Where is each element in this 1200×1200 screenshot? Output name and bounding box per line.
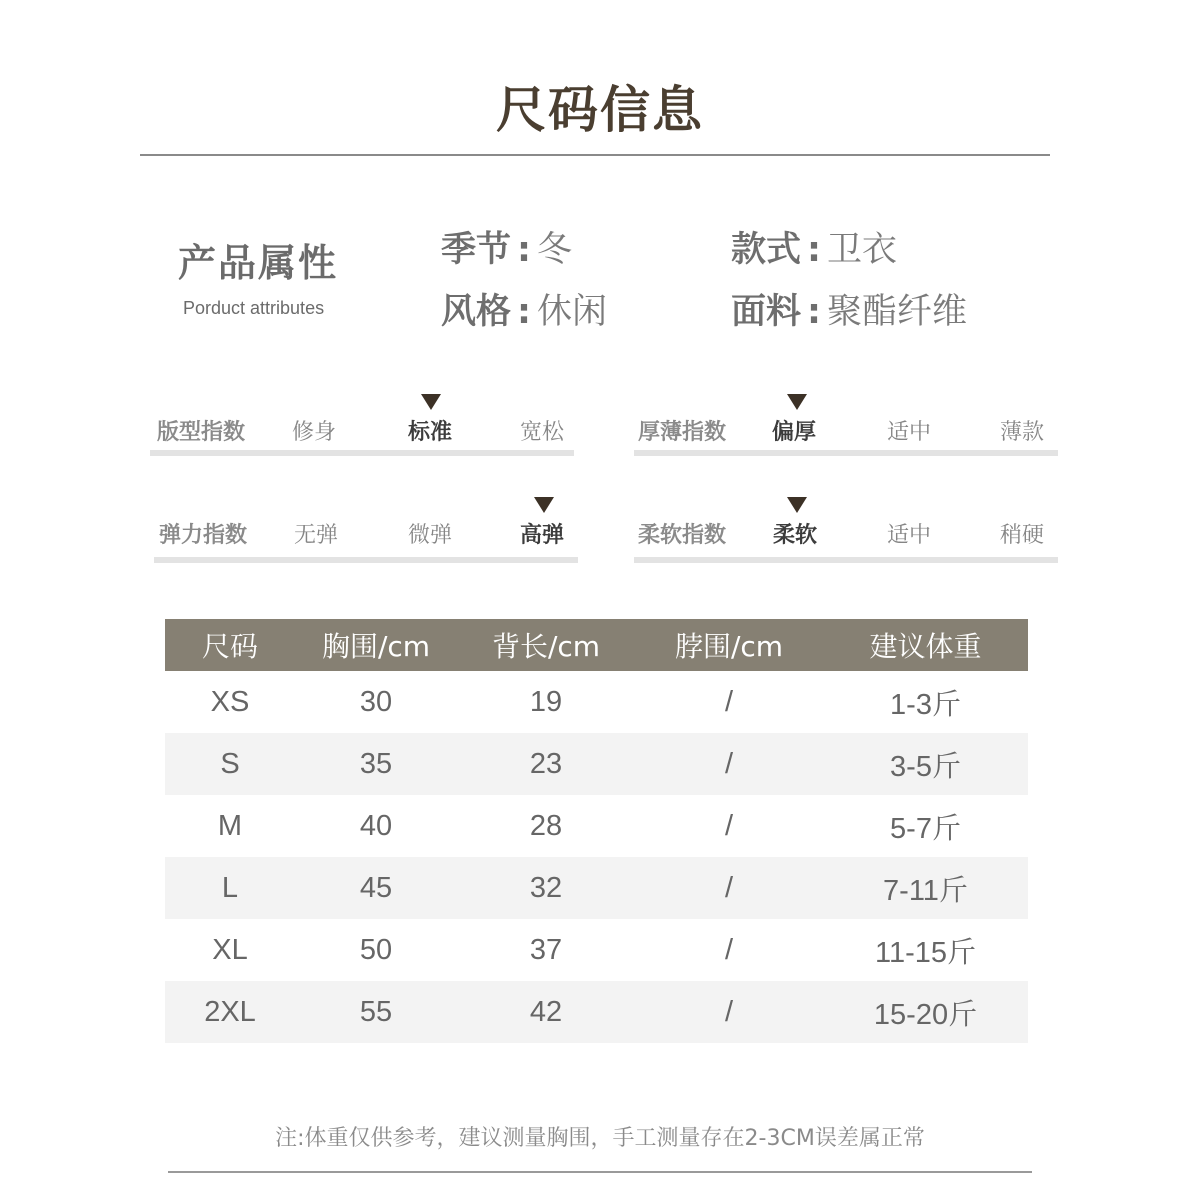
table-cell: XL [212,933,248,966]
table-cell: M [217,809,243,842]
attribute-key: 面料 [731,292,802,332]
table-cell: S [165,733,295,795]
attribute-key: 季节 [441,230,512,270]
attribute-value: 冬 [537,230,573,270]
table-cell: 11-15斤 [874,936,977,969]
scale-fit-bar [150,450,574,456]
scale-thickness-option: 适中 [887,420,932,445]
table-cell: 32 [457,857,635,919]
attribute-separator: : [517,230,532,270]
attribute-key: 风格 [441,292,512,332]
column-header-weight: 建议体重 [823,619,1028,671]
scale-thickness-option: 薄款 [1000,420,1045,445]
attribute-key: 款式 [731,230,802,270]
selection-marker-icon [534,497,554,513]
scale-elasticity-option-selected: 高弹 [520,523,565,548]
scale-softness-option: 稍硬 [1000,523,1045,548]
table-header-row [165,619,1028,671]
attributes-heading: 产品属性 [178,241,339,285]
attribute-style [731,222,897,272]
table-cell: 19 [529,685,563,718]
size-table [165,619,1028,1043]
attribute-season [441,222,572,272]
scale-thickness-title: 厚薄指数 [638,420,727,445]
attribute-separator: : [517,292,532,332]
scale-elasticity-option: 微弹 [408,523,453,548]
table-cell: 7-11斤 [823,857,1028,919]
bottom-divider [168,1171,1032,1173]
scale-fit-option: 修身 [292,420,337,445]
scale-softness-bar [634,557,1058,563]
attributes-subheading: Porduct attributes [183,298,325,318]
table-cell: 40 [359,809,393,842]
attribute-value: 聚酯纤维 [827,292,968,332]
selection-marker-icon [787,497,807,513]
column-header-back-length: 背长/cm [457,619,635,671]
table-cell: / [724,809,734,842]
scale-elasticity-title: 弹力指数 [159,523,248,548]
column-header-neck: 脖围/cm [635,619,823,671]
table-cell: / [724,685,734,718]
table-cell: 35 [295,733,457,795]
table-row [165,919,1028,981]
scale-softness-title: 柔软指数 [638,523,727,548]
attribute-value: 休闲 [537,292,608,332]
measurement-note: 注:体重仅供参考，建议测量胸围，手工测量存在2-3CM误差属正常 [275,1126,925,1151]
table-cell: 15-20斤 [823,981,1028,1043]
attribute-vibe [441,284,607,334]
table-row [165,671,1028,733]
table-cell: 28 [529,809,563,842]
scale-fit-title: 版型指数 [157,420,246,445]
table-row [165,981,1028,1043]
table-cell: 37 [529,933,563,966]
table-cell: 23 [457,733,635,795]
table-cell: 50 [359,933,393,966]
table-cell: 1-3斤 [890,688,961,721]
attribute-value: 卫衣 [827,230,898,270]
table-row [165,733,1028,795]
selection-marker-icon [421,394,441,410]
scale-thickness-bar [634,450,1058,456]
table-cell: / [635,857,823,919]
title-divider [140,154,1050,156]
scale-thickness-option-selected: 偏厚 [772,420,817,445]
table-cell: / [635,981,823,1043]
scale-elasticity-bar [154,557,578,563]
scale-fit-option-selected: 标准 [408,420,453,445]
table-cell: 5-7斤 [890,812,961,845]
table-cell: 2XL [165,981,295,1043]
attribute-separator: : [807,230,822,270]
attribute-separator: : [807,292,822,332]
table-cell: 42 [457,981,635,1043]
scale-softness-option: 适中 [887,523,932,548]
table-cell: 55 [295,981,457,1043]
table-cell: XS [210,685,250,718]
scale-elasticity-option: 无弹 [294,523,339,548]
table-cell: L [165,857,295,919]
column-header-chest: 胸围/cm [295,619,457,671]
table-row [165,795,1028,857]
table-cell: 30 [359,685,393,718]
page-title: 尺码信息 [496,81,704,139]
column-header-size: 尺码 [165,619,295,671]
attribute-fabric [731,284,967,334]
table-cell: 45 [295,857,457,919]
selection-marker-icon [787,394,807,410]
table-cell: 3-5斤 [823,733,1028,795]
scale-softness-option-selected: 柔软 [773,523,818,548]
table-cell: / [724,933,734,966]
table-cell: / [635,733,823,795]
scale-fit-option: 宽松 [520,420,565,445]
table-row [165,857,1028,919]
